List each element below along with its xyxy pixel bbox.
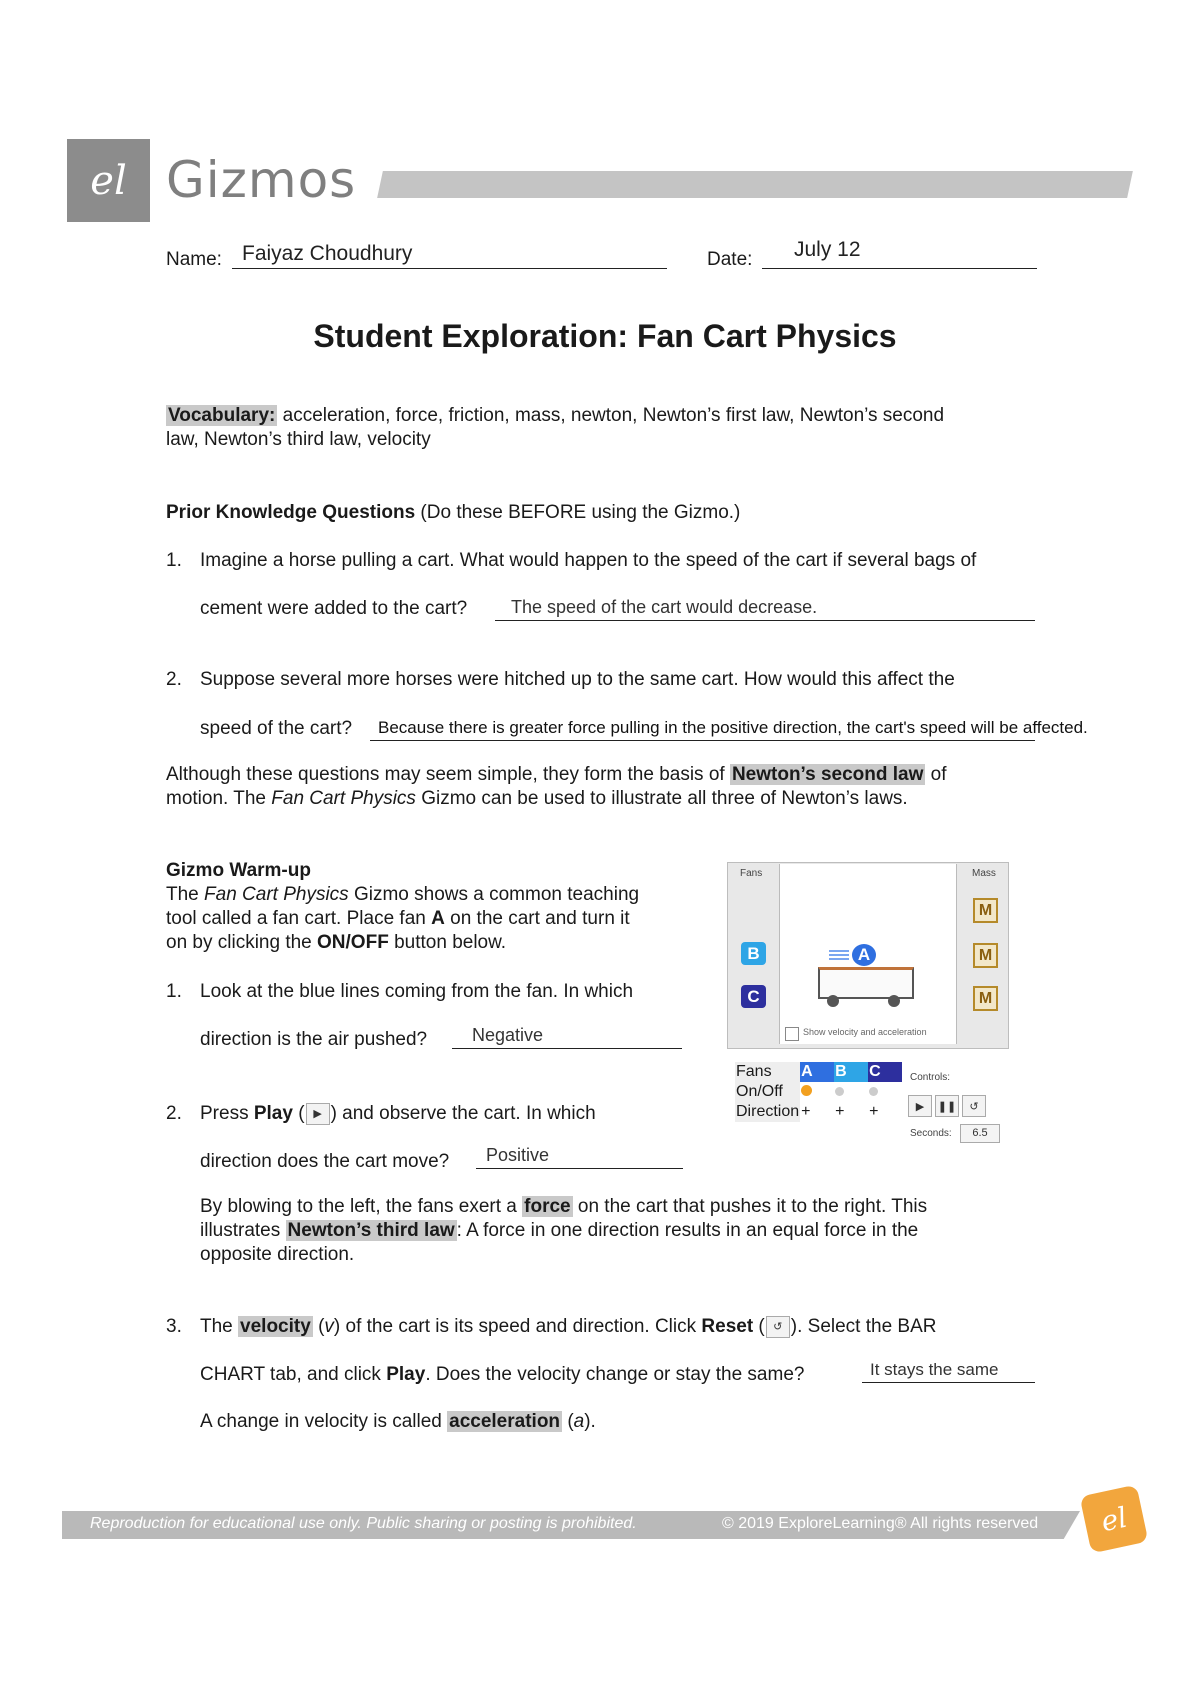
mass-block-2[interactable]: M [973, 943, 998, 968]
fan-a-on-cart[interactable]: A [852, 944, 876, 966]
fan-c-button[interactable]: C [741, 985, 766, 1008]
warmup-q2-line2: direction does the cart move? [200, 1151, 450, 1172]
q2-play: Play [253, 1103, 293, 1124]
intro3-a: on by clicking the [166, 932, 318, 953]
warmup-intro-line2 [166, 907, 630, 931]
explain-c: illustrates [200, 1220, 286, 1241]
col-a: A [800, 1062, 834, 1082]
play-icon: ▶ [306, 1103, 330, 1125]
q3-v: v [324, 1316, 334, 1337]
air-lines-icon [829, 950, 849, 952]
mass-block-1[interactable]: M [973, 898, 998, 923]
playback-controls [908, 1095, 989, 1117]
q2-d: ) and observe the cart. In which [330, 1103, 596, 1124]
cart-wheel-right [888, 995, 900, 1007]
explain-third-law: Newton’s third law [287, 1220, 455, 1241]
prior-summary-line1 [166, 763, 947, 787]
footer-copyright: © 2019 ExploreLearning® All rights reserved [722, 1515, 1039, 1532]
onoff-a[interactable] [800, 1082, 834, 1102]
warmup-q1-line2: direction is the air pushed? [200, 1029, 428, 1050]
onoff-label: On/Off [735, 1082, 800, 1102]
warmup-q1-line1: Look at the blue lines coming from the fan. In which [200, 981, 634, 1002]
warmup-q3-num: 3. [166, 1316, 182, 1337]
intro-italic: Fan Cart Physics [204, 884, 349, 905]
intro3-c: button below. [388, 932, 507, 953]
reset-button[interactable]: ↺ [962, 1095, 986, 1117]
prior-heading [166, 501, 740, 525]
explorelearning-logo-icon: el [90, 157, 127, 204]
show-velocity-label: Show velocity and acceleration [803, 1027, 927, 1037]
q3-l2c: . Does the velocity change or stay the same? [425, 1364, 805, 1385]
q3-b: ( [312, 1316, 325, 1337]
reset-icon: ↺ [766, 1316, 790, 1338]
fans-label: Fans [740, 868, 763, 879]
power-off-icon [835, 1087, 844, 1096]
onoff-c[interactable] [868, 1082, 902, 1102]
power-off-icon [869, 1087, 878, 1096]
intro3-b: ON/OFF [317, 932, 389, 953]
fans-header: Fans [735, 1062, 800, 1082]
col-b: B [834, 1062, 868, 1082]
warmup-q1-answer: Negative [472, 1025, 544, 1045]
q3-acceleration: acceleration [449, 1411, 561, 1432]
warmup-q3-line2 [200, 1363, 804, 1387]
q3-l3b: ( [562, 1411, 574, 1432]
prior-q1-answer-field[interactable] [495, 592, 1035, 621]
page-title: Student Exploration: Fan Cart Physics [313, 318, 897, 354]
summary-highlight: Newton’s second law [731, 764, 924, 785]
prior-q1-line1: Imagine a horse pulling a cart. What would happen to the speed of the cart if several bags of [200, 550, 977, 571]
summary-text-a: Although these questions may seem simple, they form the basis of [166, 764, 730, 785]
date-field[interactable] [762, 238, 1037, 269]
warmup-q3-answer-field[interactable] [862, 1352, 1035, 1383]
name-value: Faiyaz Choudhury [242, 242, 413, 265]
show-velocity-checkbox[interactable] [785, 1027, 799, 1041]
q3-l3c: ). [584, 1411, 596, 1432]
cart-wheel-left [827, 995, 839, 1007]
prior-q1-answer: The speed of the cart would decrease. [511, 597, 818, 617]
q3-a: The [200, 1316, 239, 1337]
explorelearning-footer-logo-icon: el [1080, 1485, 1149, 1554]
summary-text-d: Gizmo can be used to illustrate all three of Newton’s laws. [415, 788, 908, 809]
q3-l3a: A change in velocity is called [200, 1411, 448, 1432]
prior-note: (Do these BEFORE using the Gizmo.) [415, 502, 741, 523]
explain-d: : A force in one direction results in an equal force in the [456, 1220, 919, 1241]
direction-c[interactable]: + [869, 1103, 879, 1120]
direction-a[interactable]: + [801, 1103, 811, 1120]
mass-block-3[interactable]: M [973, 986, 998, 1011]
warmup-q1-answer-field[interactable] [452, 1020, 682, 1049]
warmup-q2-line1 [200, 1102, 596, 1126]
power-on-icon [801, 1085, 812, 1096]
prior-q1-line2: cement were added to the cart? [200, 598, 468, 619]
prior-q2-answer-field[interactable] [370, 712, 1088, 741]
vocabulary-label: Vocabulary: [168, 405, 276, 426]
intro2-a: tool called a fan cart. Place fan [166, 908, 432, 929]
q3-velocity: velocity [240, 1316, 311, 1337]
vocabulary-line1 [166, 404, 944, 428]
prior-heading-text: Prior Knowledge Questions [166, 502, 416, 523]
prior-q2-answer: Because there is greater force pulling in the positive direction, the cart's speed will be affected. [378, 718, 1088, 737]
explain-line1 [200, 1195, 927, 1219]
name-field[interactable] [232, 240, 667, 269]
warmup-q2-answer: Positive [486, 1145, 550, 1165]
vocabulary-terms: acceleration, force, friction, mass, newton, Newton’s first law, Newton’s second [277, 405, 945, 426]
play-button[interactable]: ▶ [908, 1095, 932, 1117]
q3-d: ( [753, 1316, 765, 1337]
summary-text-b: of [925, 764, 947, 785]
warmup-intro-line3 [166, 931, 506, 955]
prior-q2-line1: Suppose several more horses were hitched up to the same cart. How would this affect the [200, 669, 955, 690]
seconds-label: Seconds: [910, 1128, 952, 1139]
mass-label: Mass [972, 868, 996, 879]
date-label: Date: [707, 249, 753, 270]
summary-italic: Fan Cart Physics [271, 788, 416, 809]
prior-q1-num: 1. [166, 550, 182, 571]
q3-l3-a: a [573, 1411, 585, 1432]
intro2-b: A [431, 908, 445, 929]
prior-q2-line2: speed of the cart? [200, 718, 353, 739]
brand-title: Gizmos [166, 151, 357, 209]
warmup-q2-num: 2. [166, 1103, 182, 1124]
explain-a: By blowing to the left, the fans exert a [200, 1196, 523, 1217]
seconds-readout: 6.5 [960, 1124, 1000, 1143]
warmup-q2-answer-field[interactable] [476, 1140, 683, 1169]
q3-c: ) of the cart is its speed and direction. Click [333, 1316, 702, 1337]
header-bar [377, 171, 1133, 198]
q3-l2a: CHART tab, and click [200, 1364, 387, 1385]
explain-line2 [200, 1219, 918, 1243]
direction-label: Direction [736, 1103, 800, 1120]
q3-l2-play: Play [386, 1364, 426, 1385]
direction-b[interactable]: + [835, 1103, 845, 1120]
summary-text-c: motion. The [166, 788, 272, 809]
warmup-q3-line1 [200, 1315, 937, 1339]
date-value: July 12 [794, 238, 861, 261]
fan-controls-table [735, 1062, 902, 1122]
warmup-q3-answer: It stays the same [870, 1360, 999, 1379]
prior-q2-num: 2. [166, 669, 182, 690]
name-label: Name: [166, 249, 222, 270]
warmup-intro-line1 [166, 883, 639, 907]
explain-b: on the cart that pushes it to the right. This [572, 1196, 928, 1217]
warmup-q3-line3 [200, 1410, 596, 1434]
warmup-heading: Gizmo Warm-up [166, 860, 311, 881]
intro-b: Gizmo shows a common teaching [348, 884, 640, 905]
explain-force: force [524, 1196, 571, 1217]
q3-reset: Reset [701, 1316, 754, 1337]
intro-a: The [166, 884, 205, 905]
vocabulary-line2: law, Newton’s third law, velocity [166, 429, 431, 450]
controls-label: Controls: [910, 1072, 951, 1083]
onoff-b[interactable] [834, 1082, 868, 1102]
prior-summary-line2 [166, 787, 908, 811]
q3-e: ). Select the BAR [790, 1316, 937, 1337]
q2-c: ( [292, 1103, 305, 1124]
col-c: C [868, 1062, 902, 1082]
q2-a: Press [200, 1103, 254, 1124]
footer-notice: Reproduction for educational use only. Public sharing or posting is prohibited. [90, 1515, 637, 1532]
pause-button[interactable]: ❚❚ [935, 1095, 959, 1117]
explain-line3: opposite direction. [200, 1244, 355, 1265]
fan-b-button[interactable]: B [741, 942, 766, 965]
intro2-c: on the cart and turn it [444, 908, 630, 929]
warmup-q1-num: 1. [166, 981, 182, 1002]
